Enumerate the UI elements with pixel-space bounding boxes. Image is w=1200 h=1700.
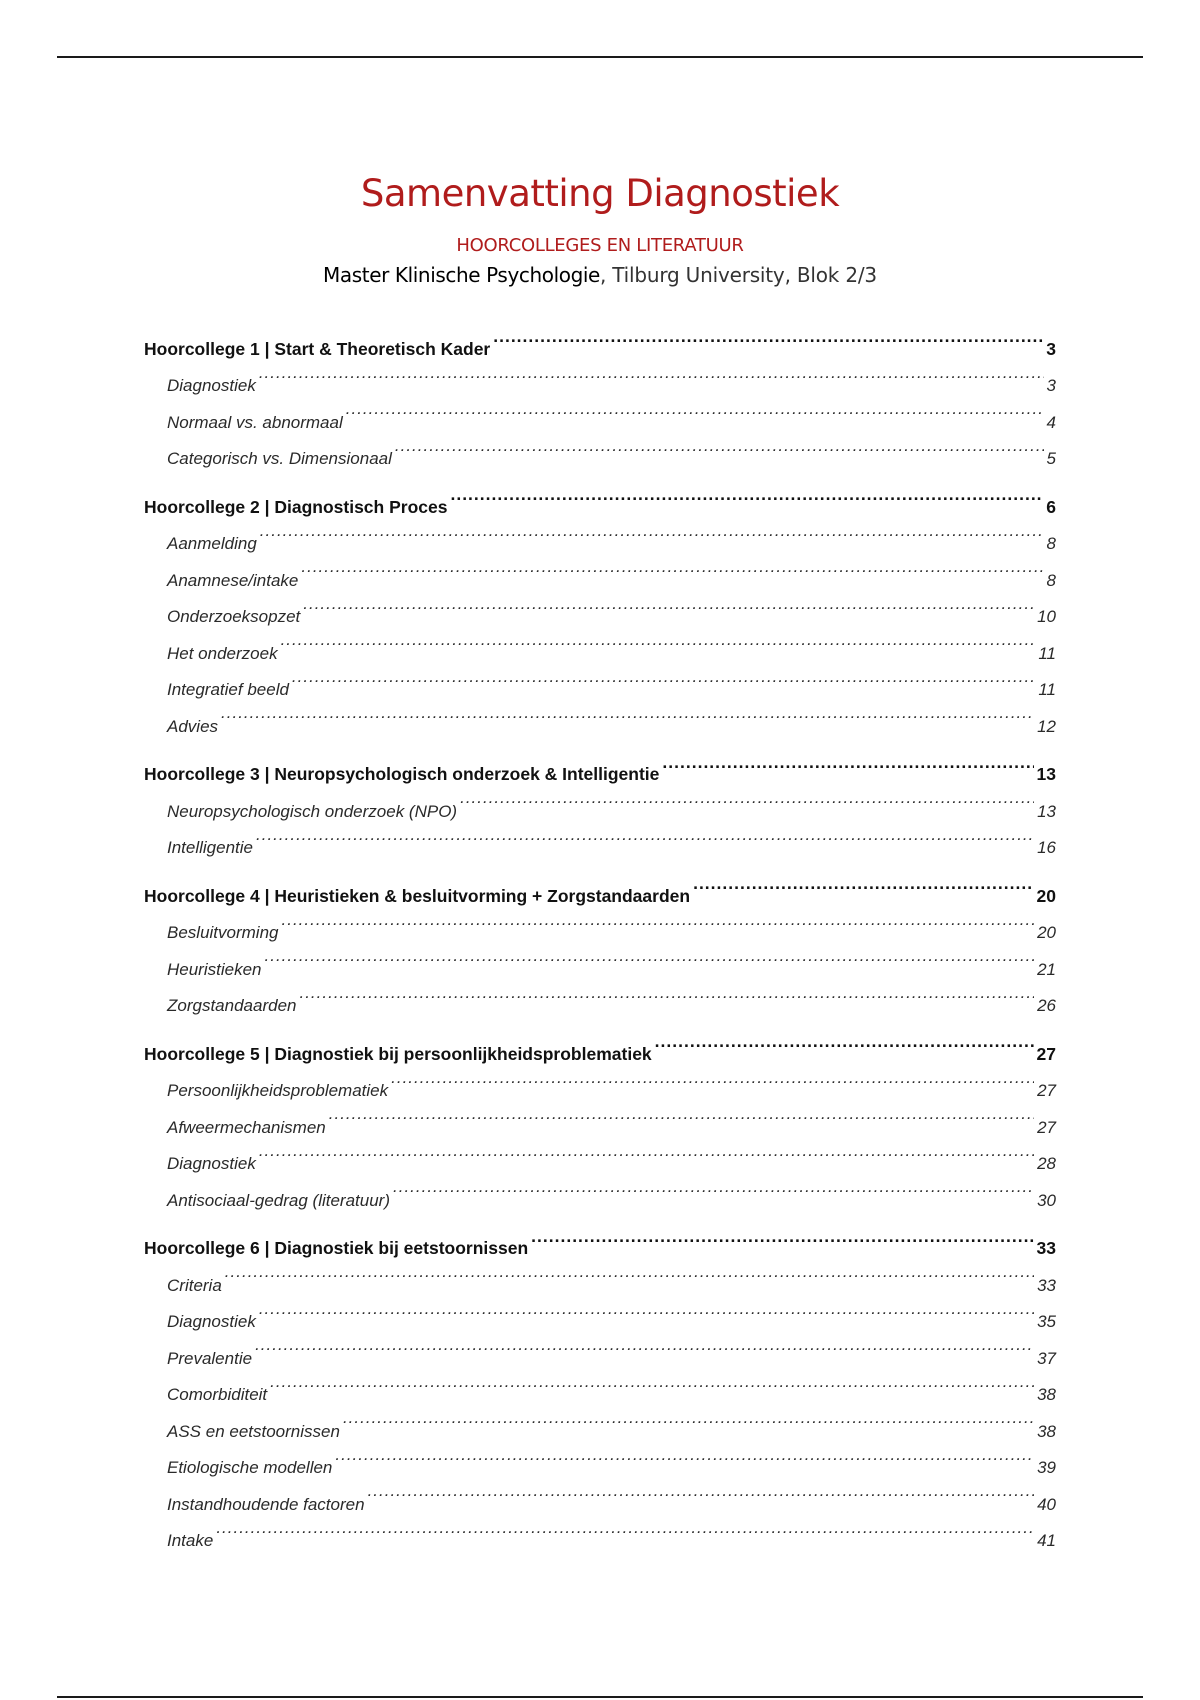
dot-leader: [255, 1327, 1034, 1364]
toc-chapter-entry[interactable]: [144, 865, 1056, 906]
section-title: Onderzoeksopzet: [167, 607, 301, 626]
dot-leader: [256, 817, 1034, 854]
page-number: 33: [1036, 1238, 1056, 1258]
dot-leader: [391, 1060, 1034, 1097]
section-title: Neuropsychologisch onderzoek (NPO): [167, 801, 458, 821]
table-of-contents: [144, 318, 1056, 1550]
dot-leader: [299, 975, 1034, 1012]
toc-section-entry[interactable]: [144, 817, 1056, 857]
section-title: Aanmelding: [167, 534, 257, 553]
page-number: 39: [1037, 1458, 1056, 1477]
dot-leader: [259, 1133, 1034, 1170]
page-number: 27: [1037, 1081, 1056, 1100]
page-number: 16: [1037, 838, 1056, 857]
chapter-title: Hoorcollege 4 | Heuristieken & besluitvorming + Zorgstandaarden: [144, 885, 691, 906]
section-title: Advies: [167, 716, 219, 736]
document-subtitle: HOORCOLLEGES EN LITERATUUR: [456, 235, 744, 256]
section-title: Diagnostiek: [167, 1154, 256, 1173]
chapter-title: Hoorcollege 1 | Start & Theoretisch Kader: [144, 338, 491, 359]
page-number: 3: [1046, 376, 1056, 395]
dot-leader: [460, 780, 1034, 817]
section-title: Comorbiditeit: [167, 1385, 268, 1404]
toc-section-entry[interactable]: [144, 1169, 1056, 1210]
section-title: Categorisch vs. Dimensionaal: [167, 449, 392, 468]
toc-section-entry[interactable]: [144, 1364, 1056, 1404]
page-number: 20: [1036, 885, 1056, 906]
page-number: 6: [1046, 496, 1056, 517]
dot-leader: [493, 318, 1043, 355]
section-title: Het onderzoek: [167, 643, 278, 663]
section-title: Prevalentie: [167, 1348, 253, 1368]
toc-chapter-entry[interactable]: [144, 318, 1056, 359]
toc-section-entry[interactable]: [144, 513, 1056, 553]
section-title: Antisociaal-gedrag (literatuur): [167, 1190, 390, 1210]
dot-leader: [282, 902, 1035, 939]
program-name: Master Klinische Psychologie: [323, 263, 600, 287]
dot-leader: [395, 428, 1044, 465]
page-number: 21: [1037, 959, 1056, 979]
page-number: 28: [1037, 1154, 1056, 1173]
page-number: 8: [1046, 570, 1056, 590]
toc-section-entry[interactable]: [144, 938, 1056, 979]
dot-leader: [329, 1096, 1034, 1133]
dot-leader: [335, 1437, 1034, 1474]
dot-leader: [693, 865, 1033, 902]
dot-leader: [292, 659, 1035, 696]
toc-section-entry[interactable]: [144, 622, 1056, 663]
page-number: 8: [1046, 534, 1056, 553]
dot-leader: [281, 622, 1036, 659]
toc-section-entry[interactable]: [144, 549, 1056, 590]
chapter-title: Hoorcollege 3 | Neuropsychologisch onderzoek & Intelligentie: [144, 764, 660, 784]
toc-section-entry[interactable]: [144, 1510, 1056, 1550]
page-number: 38: [1037, 1385, 1056, 1404]
dot-leader: [260, 513, 1044, 550]
toc-section-entry[interactable]: [144, 1133, 1056, 1173]
section-title: Integratief beeld: [167, 680, 289, 699]
page-number: 5: [1046, 449, 1056, 468]
dot-leader: [303, 586, 1034, 623]
page-number: 13: [1036, 764, 1056, 784]
page-number: 13: [1037, 801, 1056, 821]
toc-section-entry[interactable]: [144, 1400, 1056, 1441]
chapter-title: Hoorcollege 2 | Diagnostisch Proces: [144, 496, 448, 517]
dot-leader: [343, 1400, 1034, 1437]
dot-leader: [346, 391, 1044, 428]
toc-chapter-entry[interactable]: [144, 1023, 1056, 1064]
dot-leader: [368, 1473, 1035, 1510]
section-title: Zorgstandaarden: [167, 996, 297, 1015]
section-title: Persoonlijkheidsproblematiek: [167, 1081, 389, 1100]
toc-chapter-entry[interactable]: [144, 476, 1056, 517]
page-number: 37: [1037, 1348, 1056, 1368]
dot-leader: [655, 1023, 1034, 1060]
dot-leader: [259, 355, 1044, 392]
page-number: 30: [1037, 1190, 1056, 1210]
toc-section-entry[interactable]: [144, 902, 1056, 942]
page-number: 12: [1037, 716, 1056, 736]
dot-leader: [265, 938, 1035, 975]
section-title: Intake: [167, 1531, 214, 1550]
section-title: Besluitvorming: [167, 923, 279, 942]
page-number: 41: [1037, 1531, 1056, 1550]
page-number: 27: [1036, 1043, 1056, 1064]
section-title: Diagnostiek: [167, 376, 256, 395]
toc-section-entry[interactable]: [144, 1254, 1056, 1295]
page-number: 26: [1037, 996, 1056, 1015]
section-title: Heuristieken: [167, 959, 262, 979]
section-title: ASS en eetstoornissen: [167, 1421, 340, 1441]
toc-section-entry[interactable]: [144, 1327, 1056, 1368]
document-header: [0, 170, 1200, 288]
page-number: 35: [1037, 1312, 1056, 1331]
toc-section-entry[interactable]: [144, 695, 1056, 736]
toc-section-entry[interactable]: [144, 975, 1056, 1015]
page-number: 3: [1046, 338, 1056, 359]
page-number: 20: [1037, 923, 1056, 942]
dot-leader: [450, 476, 1043, 513]
page-number: 10: [1037, 607, 1056, 626]
toc-section-entry[interactable]: [144, 659, 1056, 699]
header-rule: [57, 56, 1143, 58]
dot-leader: [301, 549, 1043, 586]
page-number: 33: [1037, 1275, 1056, 1295]
section-title: Afweermechanismen: [167, 1117, 326, 1137]
page-number: 11: [1038, 680, 1056, 699]
program-line: [0, 262, 1200, 288]
dot-leader: [221, 695, 1034, 732]
chapter-title: Hoorcollege 5 | Diagnostiek bij persoonlijkheidsproblematiek: [144, 1043, 652, 1064]
dot-leader: [662, 744, 1033, 781]
page-number: 38: [1037, 1421, 1056, 1441]
dot-leader: [225, 1254, 1034, 1291]
section-title: Instandhoudende factoren: [167, 1494, 365, 1514]
section-title: Diagnostiek: [167, 1312, 256, 1331]
dot-leader: [393, 1169, 1034, 1206]
dot-leader: [216, 1510, 1034, 1547]
section-title: Normaal vs. abnormaal: [167, 412, 343, 432]
dot-leader: [259, 1291, 1034, 1328]
footer-rule: [57, 1696, 1143, 1698]
page-number: 11: [1038, 643, 1056, 663]
dot-leader: [531, 1218, 1033, 1255]
section-title: Anamnese/intake: [167, 570, 299, 590]
dot-leader: [270, 1364, 1034, 1401]
section-title: Criteria: [167, 1275, 222, 1295]
document-title: Samenvatting Diagnostiek: [360, 172, 840, 215]
toc-section-entry[interactable]: [144, 1291, 1056, 1331]
toc-section-entry[interactable]: [144, 391, 1056, 432]
toc-chapter-entry[interactable]: [144, 744, 1056, 784]
toc-chapter-entry[interactable]: [144, 1218, 1056, 1258]
page-number: 27: [1037, 1117, 1056, 1137]
section-title: Etiologische modellen: [167, 1458, 333, 1477]
toc-section-entry[interactable]: [144, 355, 1056, 395]
program-details: , Tilburg University, Blok 2/3: [599, 263, 877, 287]
section-title: Intelligentie: [167, 838, 254, 857]
page-number: 4: [1046, 412, 1056, 432]
page-number: 40: [1037, 1494, 1056, 1514]
chapter-title: Hoorcollege 6 | Diagnostiek bij eetstoornissen: [144, 1238, 529, 1258]
